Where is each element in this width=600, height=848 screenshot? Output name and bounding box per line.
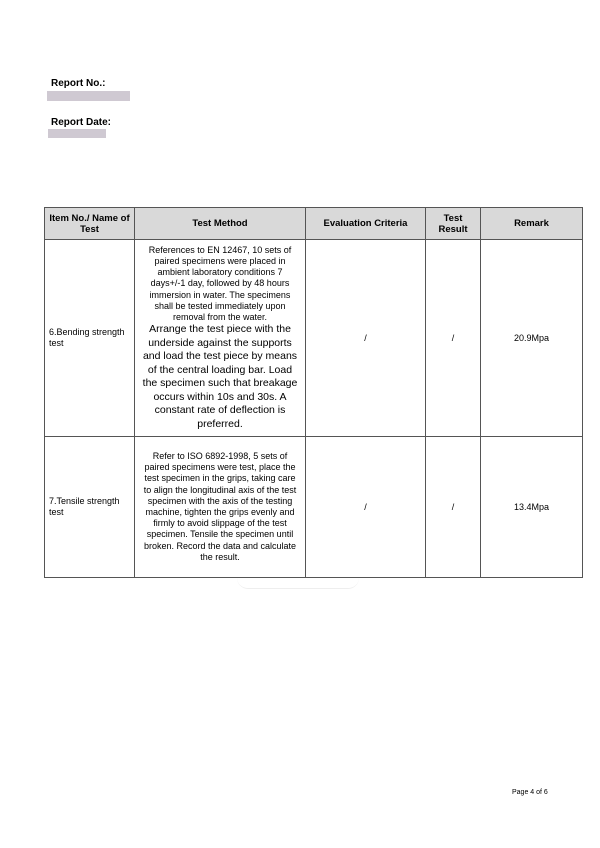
header-remark: Remark [481,208,583,240]
report-date-redaction [48,129,106,138]
report-no-redaction [47,91,130,101]
result-cell: / [426,240,481,437]
table-row [45,240,583,437]
remark-cell: 13.4Mpa [481,437,583,578]
report-date-label: Report Date: [51,117,112,128]
method-text-part2: Arrange the test piece with the underside against the supports and load the test piece by means of the central loading bar. Load the specimen such that breakage occurs within 10s and 30s. A constant rate of deflection is preferred. [142,323,298,430]
header-method: Test Method [135,208,306,240]
table-row [45,437,583,578]
criteria-cell: / [306,240,426,437]
method-cell: Refer to ISO 6892-1998, 5 sets of paired specimens were test, place the test specimen in the grips, taking care to align the longitudinal axis of the test specimen with the axis of the testing machine, tighten the grips evenly and firmly to avoid slippage of the test specimen. Tensile the specimen until broken. Record the data and calculate the result. [135,437,306,578]
method-cell [135,240,306,437]
test-results-table [44,207,583,578]
report-no-label: Report No.: [51,78,106,89]
page-number: Page 4 of 6 [512,789,548,796]
header-item: Item No./ Name of Test [45,208,135,240]
header-result: Test Result [426,208,481,240]
remark-cell: 20.9Mpa [481,240,583,437]
faint-watermark [237,578,359,589]
table-header-row [45,208,583,240]
criteria-cell: / [306,437,426,578]
result-cell: / [426,437,481,578]
item-cell: 7.Tensile strength test [45,437,135,578]
item-cell: 6.Bending strength test [45,240,135,437]
header-criteria: Evaluation Criteria [306,208,426,240]
method-text-part1: References to EN 12467, 10 sets of paired specimens were placed in ambient laboratory conditions 7 days+/-1 day, followed by 48 hours immersion in water. The specimens shall be tested immediately upon removal from the water. [148,244,292,322]
